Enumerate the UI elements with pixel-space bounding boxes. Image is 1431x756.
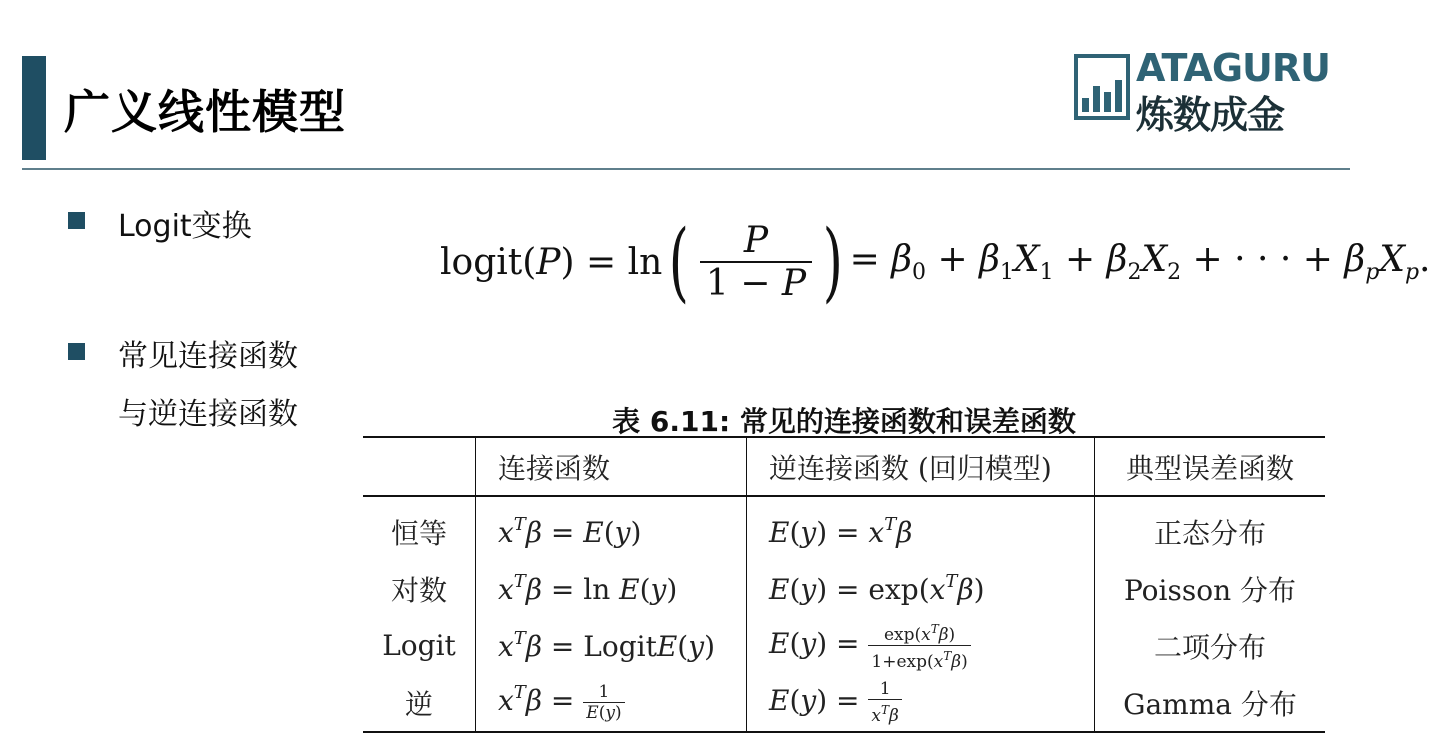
row-error: 正态分布 — [1153, 516, 1266, 550]
formula-denominator: 1 − P — [700, 261, 812, 304]
logo-bars-icon — [1082, 72, 1122, 112]
bullet-icon — [68, 212, 85, 229]
link-fraction: $\frac{1}{E(y)}$ — [583, 682, 624, 723]
row-error: Gamma 分布 — [1123, 687, 1297, 721]
logo-text-latin: ATAGURU — [1136, 46, 1331, 90]
formula-fraction — [700, 220, 812, 304]
bullet-link-line1: 常见连接函数 — [118, 339, 298, 374]
table-row — [363, 560, 1325, 617]
formula-rhs: = $\beta_0 + \beta_1X_1 + \beta_2X_2$ + · · · + $\beta_pX_p$. — [849, 239, 1431, 285]
row-link: $x^T\beta = E(y)$ — [476, 496, 747, 560]
bullet-logit: Logit变换 — [118, 209, 252, 244]
row-name: Logit — [363, 617, 476, 674]
inverse-fraction: $\exp(x^T\beta)$ $1+\exp(x^T\beta)$ — [868, 619, 970, 672]
logit-formula — [440, 212, 1431, 312]
header-inverse: 逆连接函数 (回归模型) — [747, 437, 1095, 496]
link-function-table — [363, 436, 1325, 733]
row-name: 逆 — [363, 674, 476, 732]
row-inverse: $E(y) = x^T\beta$ — [747, 496, 1095, 560]
row-name: 对数 — [363, 560, 476, 617]
ataguru-logo — [1070, 46, 1360, 137]
header-empty — [363, 437, 476, 496]
table-caption: 表 6.11: 常见的连接函数和误差函数 — [612, 405, 1076, 438]
left-paren: ( — [669, 212, 690, 312]
right-paren: ) — [822, 212, 843, 312]
row-inverse: $E(y) = \exp(x^T\beta)$ — [747, 560, 1095, 617]
title-accent-bar — [22, 56, 46, 160]
page-title: 广义线性模型 — [64, 85, 346, 139]
formula-numerator: P — [743, 220, 769, 261]
header-error: 典型误差函数 — [1125, 451, 1294, 485]
row-error: Poisson 分布 — [1123, 573, 1297, 607]
formula-lhs: logit(P) = ln — [440, 241, 663, 283]
inverse-fraction: 1 $x^T\beta$ — [868, 679, 901, 726]
header-link: 连接函数 — [476, 437, 747, 496]
title-divider — [22, 168, 1350, 170]
bullet-icon — [68, 343, 85, 360]
table-row — [363, 674, 1325, 732]
row-inverse: E(y) = 1 $x^T\beta$ — [747, 674, 1095, 732]
row-link: $x^T\beta = \ln E(y)$ — [476, 560, 747, 617]
table-row — [363, 496, 1325, 560]
bullet-link-line2: 与逆连接函数 — [118, 397, 298, 432]
logo-text-chinese: 炼数成金 — [1136, 93, 1285, 137]
row-error: 二项分布 — [1153, 630, 1266, 664]
row-link: $x^T\beta$ = LogitE(y) — [476, 617, 747, 674]
row-link: $x^T\beta$ = $\frac{1}{E(y)}$ — [476, 674, 747, 732]
row-inverse: E(y) = $\exp(x^T\beta)$ $1+\exp(x^T\beta)$ — [747, 617, 1095, 674]
table-row — [363, 617, 1325, 674]
table-header-row — [363, 437, 1325, 496]
row-name: 恒等 — [363, 496, 476, 560]
